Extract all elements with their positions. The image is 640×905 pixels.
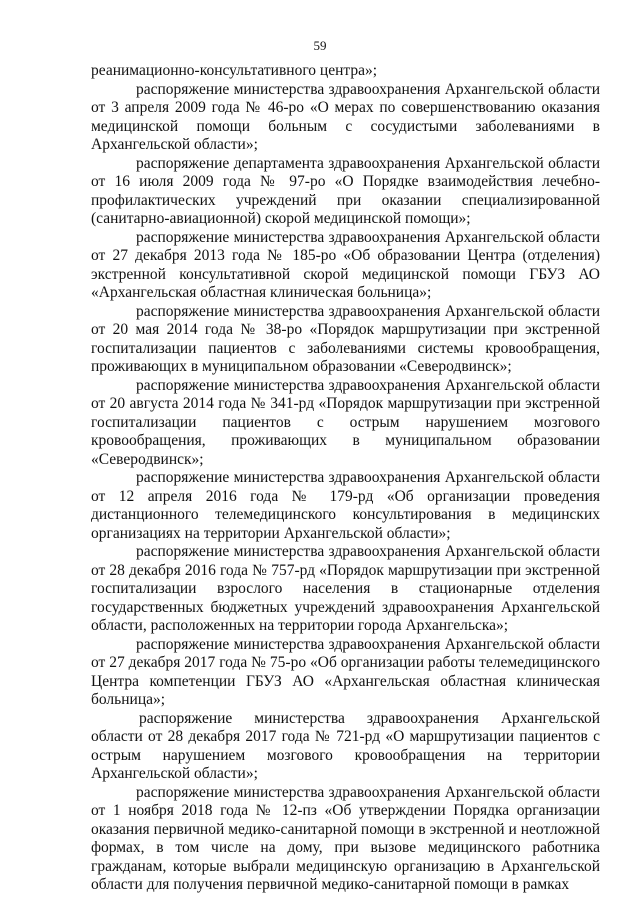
paragraph-order-2009-97: распоряжение департамента здравоохранения Архангельской области от 16 июля 2009 года № 97-ро «О Порядке взаимодействия лечебно-профилактических учреждений при оказании специализированной (санитарно-авиационной) скорой медицинской помощи»; xyxy=(91,154,600,227)
paragraph-order-2016-179: распоряжение министерства здравоохранения Архангельской области от 12 апреля 2016 года № 179-рд «Об организации проведения дистанционного телемедицинского консультирования в медицинских организациях на территории Архангельской области»; xyxy=(91,469,600,542)
paragraph-order-2013-185: распоряжение министерства здравоохранения Архангельской области от 27 декабря 2013 года № 185-ро «Об образовании Центра (отделения) экстренной консультативной скорой медицинской помощи ГБУЗ АО «Архангельская областная клиническая больница»; xyxy=(91,228,600,301)
paragraph-order-2017-75: распоряжение министерства здравоохранения Архангельской области от 27 декабря 2017 года № 75-ро «Об организации работы телемедицинского Центра компетенции ГБУЗ АО «Архангельская областная клиническая больница»; xyxy=(91,635,600,708)
paragraph-order-2018-12: распоряжение министерства здравоохранения Архангельской области от 1 ноября 2018 года № 12-пз «Об утверждении Порядка организации оказания первичной медико-санитарной помощи в экстренной и неотложной формах, в том числе на дому, при вызове медицинского работника гражданам, которые выбрали медицинскую организацию в Архангельской области для получения первичной медико-санитарной помощи в рамках xyxy=(91,783,600,893)
paragraph-order-2016-757: распоряжение министерства здравоохранения Архангельской области от 28 декабря 2016 года № 757-рд «Порядок маршрутизации при экстренной госпитализации взрослого населения в стационарные отделения государственных бюджетных учреждений здравоохранения Архангельской области, расположенных на территории города Архангельска»; xyxy=(91,543,600,634)
paragraph-order-2014-341: распоряжение министерства здравоохранения Архангельской области от 20 августа 2014 года № 341-рд «Порядок маршрутизации при экстренной госпитализации пациентов с острым нарушением мозгового кровообращения, проживающих в муниципальном образовании «Северодвинск»; xyxy=(91,376,600,468)
paragraph-order-2014-38: распоряжение министерства здравоохранения Архангельской области от 20 мая 2014 года № 38-ро «Порядок маршрутизации при экстренной госпитализации пациентов с заболеваниями системы кровообращения, проживающих в муниципальном образовании «Северодвинск»; xyxy=(91,302,600,375)
paragraph-order-2009-46: распоряжение министерства здравоохранения Архангельской области от 3 апреля 2009 года № 46-ро «О мерах по совершенствованию оказания медицинской помощи больным с сосудистыми заболеваниями в Архангельской области»; xyxy=(91,80,600,153)
document-body xyxy=(91,62,600,895)
page-number: 59 xyxy=(313,38,327,53)
paragraph-order-2017-721: распоряжение министерства здравоохранения Архангельской области от 28 декабря 2017 года № 721-рд «О маршрутизации пациентов с острым нарушением мозгового кровообращения на территории Архангельской области»; xyxy=(91,709,600,782)
paragraph-continuation: реанимационно-консультативного центра»; xyxy=(91,62,378,79)
